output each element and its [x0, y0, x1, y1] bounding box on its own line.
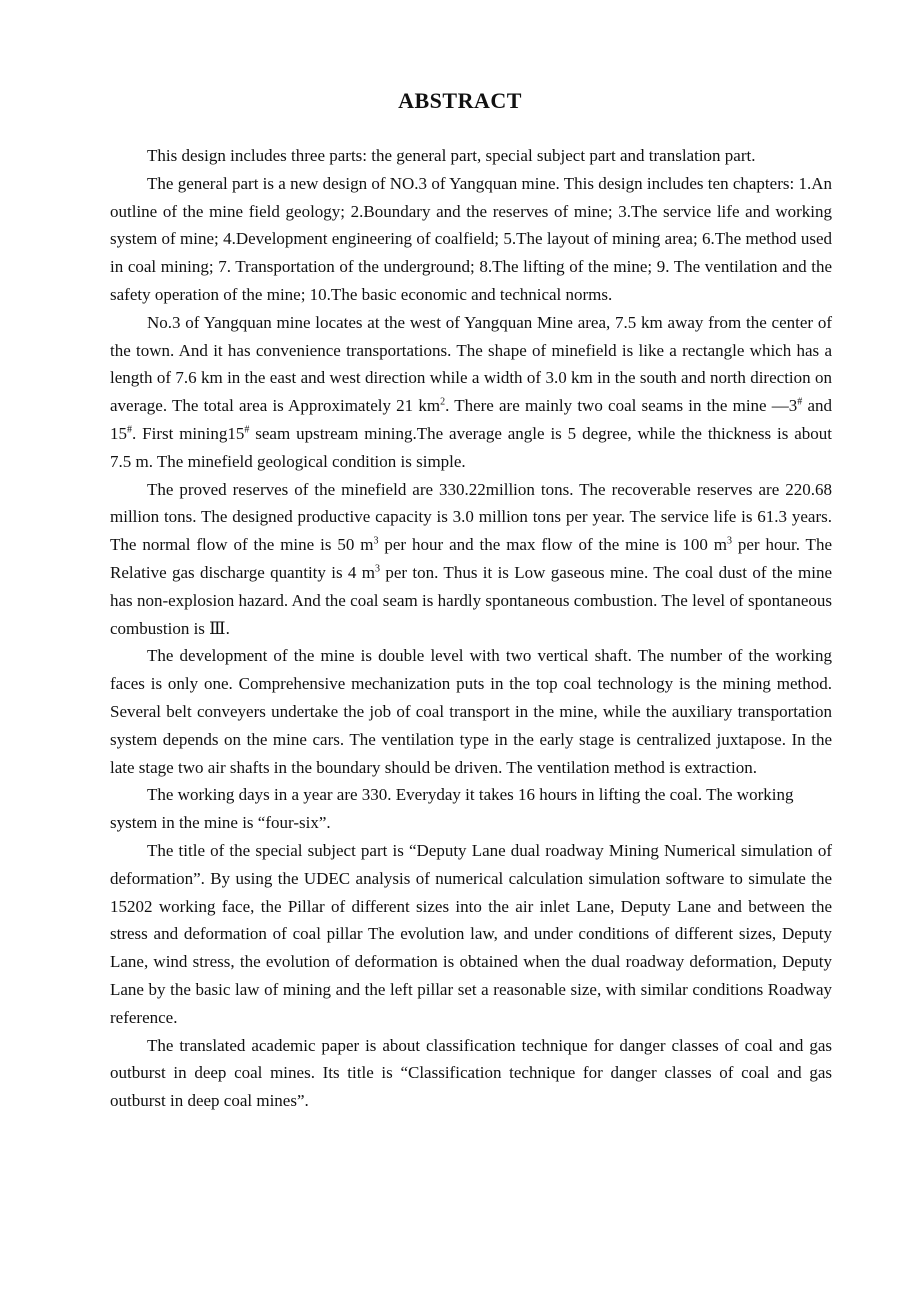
- paragraph-text: The proved reserves of the minefield are 330.22million tons. The recoverable reserves are 220.68 million tons. The designed productive capacity is 3.0 million tons per year. The service life is 61.3 years. The normal flow of the mine is 50 m: [110, 479, 832, 555]
- abstract-paragraph: [110, 309, 832, 476]
- superscript: #: [797, 396, 803, 408]
- paragraph-text: The general part is a new design of NO.3 of Yangquan mine. This design includes ten chapters: 1.An outline of the mine field geology; 2.Boundary and the reserves of mine; 3.The service life and working system of mine; 4.Development engineering of coalfield; 5.The layout of mining area; 6.The method used in coal mining; 7. Transportation of the underground; 8.The lifting of the mine; 9. The ventilation and the safety operation of the mine; 10.The basic economic and technical norms.: [110, 173, 832, 304]
- paragraph-text: per hour. The Relative gas discharge quantity is 4 m: [110, 535, 832, 582]
- paragraph-text: This design includes three parts: the general part, special subject part and translation part.: [147, 146, 756, 165]
- superscript: 3: [726, 535, 732, 547]
- document-title: ABSTRACT: [398, 88, 522, 113]
- abstract-paragraph: [110, 1032, 832, 1115]
- paragraph-text: The development of the mine is double level with two vertical shaft. The number of the working faces is only one. Comprehensive mechanization puts in the top coal technology is the mining method. Several belt conveyers undertake the job of coal transport in the mine, while the auxiliary transportation system depends on the mine cars. The ventilation type in the early stage is centralized juxtapose. In the late stage two air shafts in the boundary should be driven. The ventilation method is extraction.: [110, 646, 832, 777]
- paragraph-text: . There are mainly two coal seams in the mine —3: [445, 396, 798, 416]
- paragraph-text: The title of the special subject part is “Deputy Lane dual roadway Mining Numerical simulation of deformation”. By using the UDEC analysis of numerical calculation simulation software to simulate the 15202 working face, the Pillar of different sizes into the air inlet Lane, Deputy Lane and between the stress and deformation of coal pillar The evolution law, and under conditions of different sizes, Deputy Lane, wind stress, the evolution of deformation is obtained when the dual roadway deformation, Deputy Lane by the basic law of mining and the left pillar set a reasonable size, with similar conditions Roadway reference.: [110, 840, 832, 1027]
- superscript: #: [244, 424, 250, 436]
- abstract-paragraph: [110, 642, 832, 781]
- paragraph-text: and 15: [110, 396, 833, 443]
- paragraph-text: per ton. Thus it is Low gaseous mine. The coal dust of the mine has non-explosion hazard. And the coal seam is hardly spontaneous combustion. The level of spontaneous combustion is Ⅲ.: [110, 562, 832, 638]
- paragraph-text: seam upstream mining.The average angle is 5 degree, while the thickness is about 7.5 m. The minefield geological condition is simple.: [110, 423, 832, 471]
- abstract-paragraph: [110, 142, 832, 170]
- paragraph-text: . First mining15: [132, 423, 245, 443]
- abstract-paragraph: [110, 781, 832, 837]
- abstract-body: [110, 142, 832, 1115]
- superscript: 2: [440, 396, 446, 408]
- abstract-paragraph: [110, 476, 832, 643]
- paragraph-text: The working days in a year are 330. Everyday it takes 16 hours in lifting the coal. The working system in the mine is “four-six”.: [110, 785, 794, 833]
- superscript: #: [127, 424, 132, 436]
- superscript: 3: [375, 563, 381, 575]
- superscript: 3: [373, 535, 379, 547]
- paragraph-text: No.3 of Yangquan mine locates at the west of Yangquan Mine area, 7.5 km away from the center of the town. And it has convenience transportations. The shape of minefield is like a rectangle which has a length of 7.6 km in the east and west direction while a width of 3.0 km in the south and north direction on average. The total area is Approximately 21 km: [110, 312, 832, 416]
- abstract-paragraph: [110, 837, 832, 1032]
- abstract-paragraph: [110, 170, 832, 309]
- paragraph-text: The translated academic paper is about classification technique for danger classes of coal and gas outburst in deep coal mines. Its title is “Classification technique for danger classes of coal and gas outburst in deep coal mines”.: [110, 1035, 832, 1111]
- paragraph-text: per hour and the max flow of the mine is 100 m: [378, 535, 727, 555]
